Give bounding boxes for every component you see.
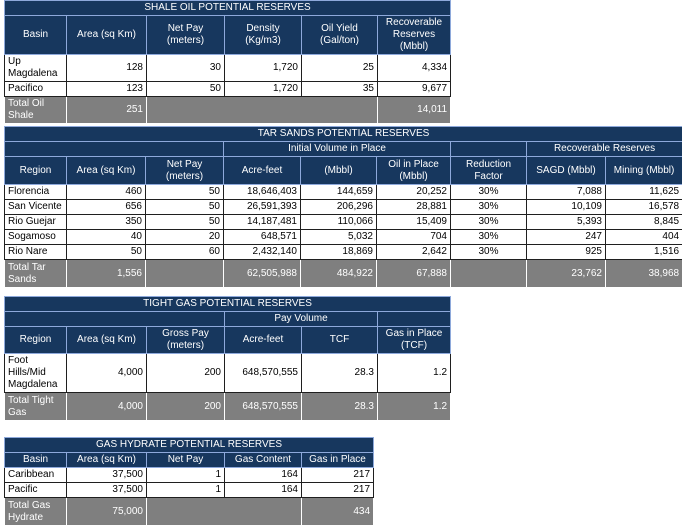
col-header-gas-content: Gas Content [225, 453, 302, 468]
total-gross-pay: 200 [147, 393, 225, 421]
basin-cell: Pacifico [5, 82, 67, 97]
region-cell: Foot Hills/Mid Magdalena [5, 354, 67, 393]
gas-content-cell: 164 [225, 483, 302, 498]
acre-feet-cell: 14,187,481 [224, 215, 301, 230]
area-cell: 37,500 [67, 483, 147, 498]
col-header-region: Region [5, 157, 67, 185]
shale-oil-title: SHALE OIL POTENTIAL RESERVES [5, 1, 451, 16]
area-cell: 50 [67, 245, 146, 260]
total-sagd: 23,762 [527, 260, 606, 288]
net-pay-cell: 20 [146, 230, 224, 245]
col-header-basin: Basin [5, 16, 67, 55]
col-header-acre-feet: Acre-feet [224, 157, 301, 185]
gas-in-place-cell: 217 [302, 483, 374, 498]
total-area: 4,000 [67, 393, 147, 421]
total-row [5, 97, 451, 124]
acre-feet-cell: 26,591,393 [224, 200, 301, 215]
region-cell: Rio Nare [5, 245, 67, 260]
net-pay-cell: 60 [146, 245, 224, 260]
net-pay-cell: 50 [146, 215, 224, 230]
mining-cell: 8,845 [606, 215, 682, 230]
table-row [5, 230, 682, 245]
total-mbbl: 484,922 [301, 260, 377, 288]
total-gap [451, 260, 527, 288]
sagd-cell: 247 [527, 230, 606, 245]
mining-cell: 1,516 [606, 245, 682, 260]
total-label: Total Tar Sands [5, 260, 67, 288]
col-header-gas-in-place: Gas in Place (TCF) [378, 327, 451, 354]
total-tcf: 28.3 [302, 393, 378, 421]
col-header-region: Region [5, 327, 67, 354]
reduction-factor-cell: 30% [451, 230, 527, 245]
region-cell: Rio Guejar [5, 215, 67, 230]
net-pay-cell: 1 [147, 468, 225, 483]
sagd-cell: 5,393 [527, 215, 606, 230]
area-cell: 40 [67, 230, 146, 245]
gas-in-place-cell: 1.2 [378, 354, 451, 393]
mining-cell: 16,578 [606, 200, 682, 215]
col-header-mbbl: (Mbbl) [301, 157, 377, 185]
area-cell: 350 [67, 215, 146, 230]
mining-cell: 404 [606, 230, 682, 245]
area-cell: 460 [67, 185, 146, 200]
col-header-area: Area (sq Km) [67, 453, 147, 468]
gas-content-cell: 164 [225, 468, 302, 483]
reduction-factor-cell: 30% [451, 245, 527, 260]
mbbl-cell: 144,659 [301, 185, 377, 200]
total-gap [147, 498, 302, 526]
recoverable-cell: 9,677 [378, 82, 451, 97]
col-header-net-pay: Net Pay (meters) [146, 157, 224, 185]
total-row [5, 393, 451, 421]
shale-oil-table [4, 0, 451, 124]
table-row [5, 468, 374, 483]
tight-gas-title: TIGHT GAS POTENTIAL RESERVES [5, 297, 451, 312]
sagd-cell: 7,088 [527, 185, 606, 200]
group-initial-volume: Initial Volume in Place [224, 142, 451, 157]
oil-yield-cell: 25 [302, 55, 378, 82]
density-cell: 1,720 [225, 55, 302, 82]
total-gap [147, 97, 378, 124]
group-blank [5, 312, 225, 327]
oil-in-place-cell: 2,642 [377, 245, 451, 260]
col-header-area: Area (sq Km) [67, 157, 146, 185]
col-header-area: Area (sq Km) [67, 327, 147, 354]
mining-cell: 11,625 [606, 185, 682, 200]
area-cell: 128 [67, 55, 147, 82]
col-header-oil-in-place: Oil in Place (Mbbl) [377, 157, 451, 185]
total-gas-in-place: 1.2 [378, 393, 451, 421]
total-row [5, 498, 374, 526]
net-pay-cell: 1 [147, 483, 225, 498]
table-row [5, 55, 451, 82]
col-header-gas-in-place: Gas in Place [302, 453, 374, 468]
acre-feet-cell: 648,570,555 [225, 354, 302, 393]
col-header-basin: Basin [5, 453, 67, 468]
sagd-cell: 10,109 [527, 200, 606, 215]
total-area: 1,556 [67, 260, 146, 288]
col-header-net-pay: Net Pay [147, 453, 225, 468]
gross-pay-cell: 200 [147, 354, 225, 393]
oil-in-place-cell: 15,409 [377, 215, 451, 230]
group-blank [451, 142, 527, 157]
oil-in-place-cell: 704 [377, 230, 451, 245]
total-gap [146, 260, 224, 288]
reduction-factor-cell: 30% [451, 215, 527, 230]
table-row [5, 82, 451, 97]
sagd-cell: 925 [527, 245, 606, 260]
table-row [5, 245, 682, 260]
total-area: 75,000 [67, 498, 147, 526]
total-area: 251 [67, 97, 147, 124]
tar-sands-table [4, 126, 682, 288]
reduction-factor-cell: 30% [451, 200, 527, 215]
group-recoverable: Recoverable Reserves [527, 142, 682, 157]
net-pay-cell: 30 [147, 55, 225, 82]
total-label: Total Tight Gas [5, 393, 67, 421]
region-cell: San Vicente [5, 200, 67, 215]
region-cell: Florencia [5, 185, 67, 200]
gas-hydrate-title: GAS HYDRATE POTENTIAL RESERVES [5, 438, 374, 453]
area-cell: 123 [67, 82, 147, 97]
col-header-mining: Mining (Mbbl) [606, 157, 682, 185]
gas-hydrate-table [4, 437, 374, 526]
col-header-recoverable: Recoverable Reserves (Mbbl) [378, 16, 451, 55]
col-header-net-pay: Net Pay (meters) [147, 16, 225, 55]
net-pay-cell: 50 [146, 200, 224, 215]
table-row [5, 200, 682, 215]
basin-cell: Caribbean [5, 468, 67, 483]
group-pay-volume: Pay Volume [225, 312, 378, 327]
table-row [5, 483, 374, 498]
region-cell: Sogamoso [5, 230, 67, 245]
total-row [5, 260, 682, 288]
col-header-gross-pay: Gross Pay (meters) [147, 327, 225, 354]
recoverable-cell: 4,334 [378, 55, 451, 82]
table-row [5, 354, 451, 393]
gas-in-place-cell: 217 [302, 468, 374, 483]
total-acre-feet: 648,570,555 [225, 393, 302, 421]
group-blank [5, 142, 224, 157]
col-header-area: Area (sq Km) [67, 16, 147, 55]
acre-feet-cell: 648,571 [224, 230, 301, 245]
acre-feet-cell: 18,646,403 [224, 185, 301, 200]
col-header-reduction-factor: Reduction Factor [451, 157, 527, 185]
total-acre-feet: 62,505,988 [224, 260, 301, 288]
tcf-cell: 28.3 [302, 354, 378, 393]
density-cell: 1,720 [225, 82, 302, 97]
net-pay-cell: 50 [146, 185, 224, 200]
tight-gas-table [4, 296, 451, 421]
basin-cell: Up Magdalena [5, 55, 67, 82]
net-pay-cell: 50 [147, 82, 225, 97]
mbbl-cell: 5,032 [301, 230, 377, 245]
oil-yield-cell: 35 [302, 82, 378, 97]
col-header-oil-yield: Oil Yield (Gal/ton) [302, 16, 378, 55]
table-row [5, 185, 682, 200]
reduction-factor-cell: 30% [451, 185, 527, 200]
total-label: Total Gas Hydrate [5, 498, 67, 526]
oil-in-place-cell: 28,881 [377, 200, 451, 215]
col-header-density: Density (Kg/m3) [225, 16, 302, 55]
total-label: Total Oil Shale [5, 97, 67, 124]
acre-feet-cell: 2,432,140 [224, 245, 301, 260]
total-recoverable: 14,011 [378, 97, 451, 124]
mbbl-cell: 110,066 [301, 215, 377, 230]
area-cell: 656 [67, 200, 146, 215]
group-blank [378, 312, 451, 327]
area-cell: 37,500 [67, 468, 147, 483]
col-header-sagd: SAGD (Mbbl) [527, 157, 606, 185]
total-gas-in-place: 434 [302, 498, 374, 526]
basin-cell: Pacific [5, 483, 67, 498]
tar-sands-title: TAR SANDS POTENTIAL RESERVES [5, 127, 682, 142]
col-header-tcf: TCF [302, 327, 378, 354]
mbbl-cell: 18,869 [301, 245, 377, 260]
total-oil-in-place: 67,888 [377, 260, 451, 288]
total-mining: 38,968 [606, 260, 682, 288]
table-row [5, 215, 682, 230]
area-cell: 4,000 [67, 354, 147, 393]
oil-in-place-cell: 20,252 [377, 185, 451, 200]
mbbl-cell: 206,296 [301, 200, 377, 215]
col-header-acre-feet: Acre-feet [225, 327, 302, 354]
